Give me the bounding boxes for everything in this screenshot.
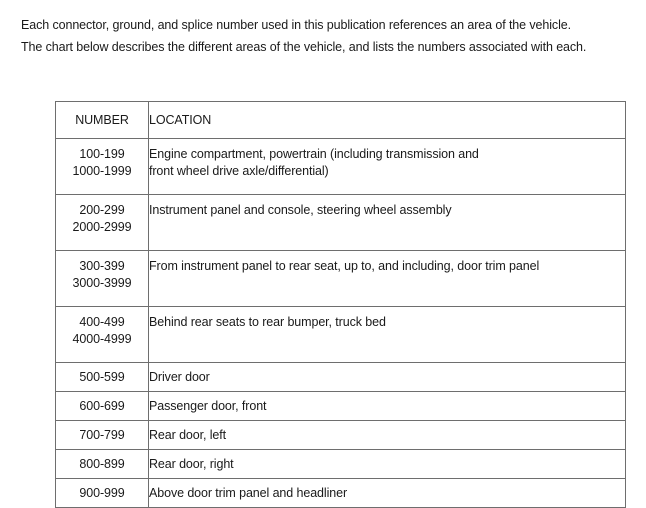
location-cell: Above door trim panel and headliner [149,479,626,508]
location-cell [149,139,626,195]
number-range: 300-399 [79,259,125,273]
area-number-table [55,101,626,508]
location-cell [149,307,626,363]
number-cell: 900-999 [56,479,149,508]
number-range: 400-499 [79,315,125,329]
number-cell: 800-899 [56,450,149,479]
number-range: 200-299 [79,203,125,217]
table-row [56,479,626,508]
intro-paragraph [21,14,641,58]
number-cell [56,307,149,363]
table-row [56,139,626,195]
table-row [56,392,626,421]
location-cell [149,195,626,251]
number-range: 3000-3999 [72,276,132,290]
intro-line-2: The chart below describes the different areas of the vehicle, and lists the numbers associated with each. [21,40,587,54]
location-text: Engine compartment, powertrain (including transmission and [149,147,479,161]
location-cell: Passenger door, front [149,392,626,421]
table-row [56,363,626,392]
number-cell [56,139,149,195]
number-range: 2000-2999 [72,220,132,234]
number-range: 4000-4999 [72,332,132,346]
location-cell: Rear door, right [149,450,626,479]
location-text: Instrument panel and console, steering wheel assembly [149,203,452,217]
table-row [56,421,626,450]
number-range: 1000-1999 [72,164,132,178]
header-number: NUMBER [56,102,149,139]
number-cell: 500-599 [56,363,149,392]
header-location: LOCATION [149,102,626,139]
number-cell: 600-699 [56,392,149,421]
table-row [56,450,626,479]
location-text: Behind rear seats to rear bumper, truck bed [149,315,386,329]
table-row [56,251,626,307]
intro-line-1: Each connector, ground, and splice number used in this publication references an area of the vehicle. [21,18,571,32]
location-text: front wheel drive axle/differential) [149,164,329,178]
number-cell [56,195,149,251]
number-range: 100-199 [79,147,125,161]
number-cell: 700-799 [56,421,149,450]
location-cell: Driver door [149,363,626,392]
location-text: From instrument panel to rear seat, up to, and including, door trim panel [149,259,540,273]
location-cell [149,251,626,307]
number-cell [56,251,149,307]
table-row [56,307,626,363]
table-header-row [56,102,626,139]
location-cell: Rear door, left [149,421,626,450]
table-row [56,195,626,251]
